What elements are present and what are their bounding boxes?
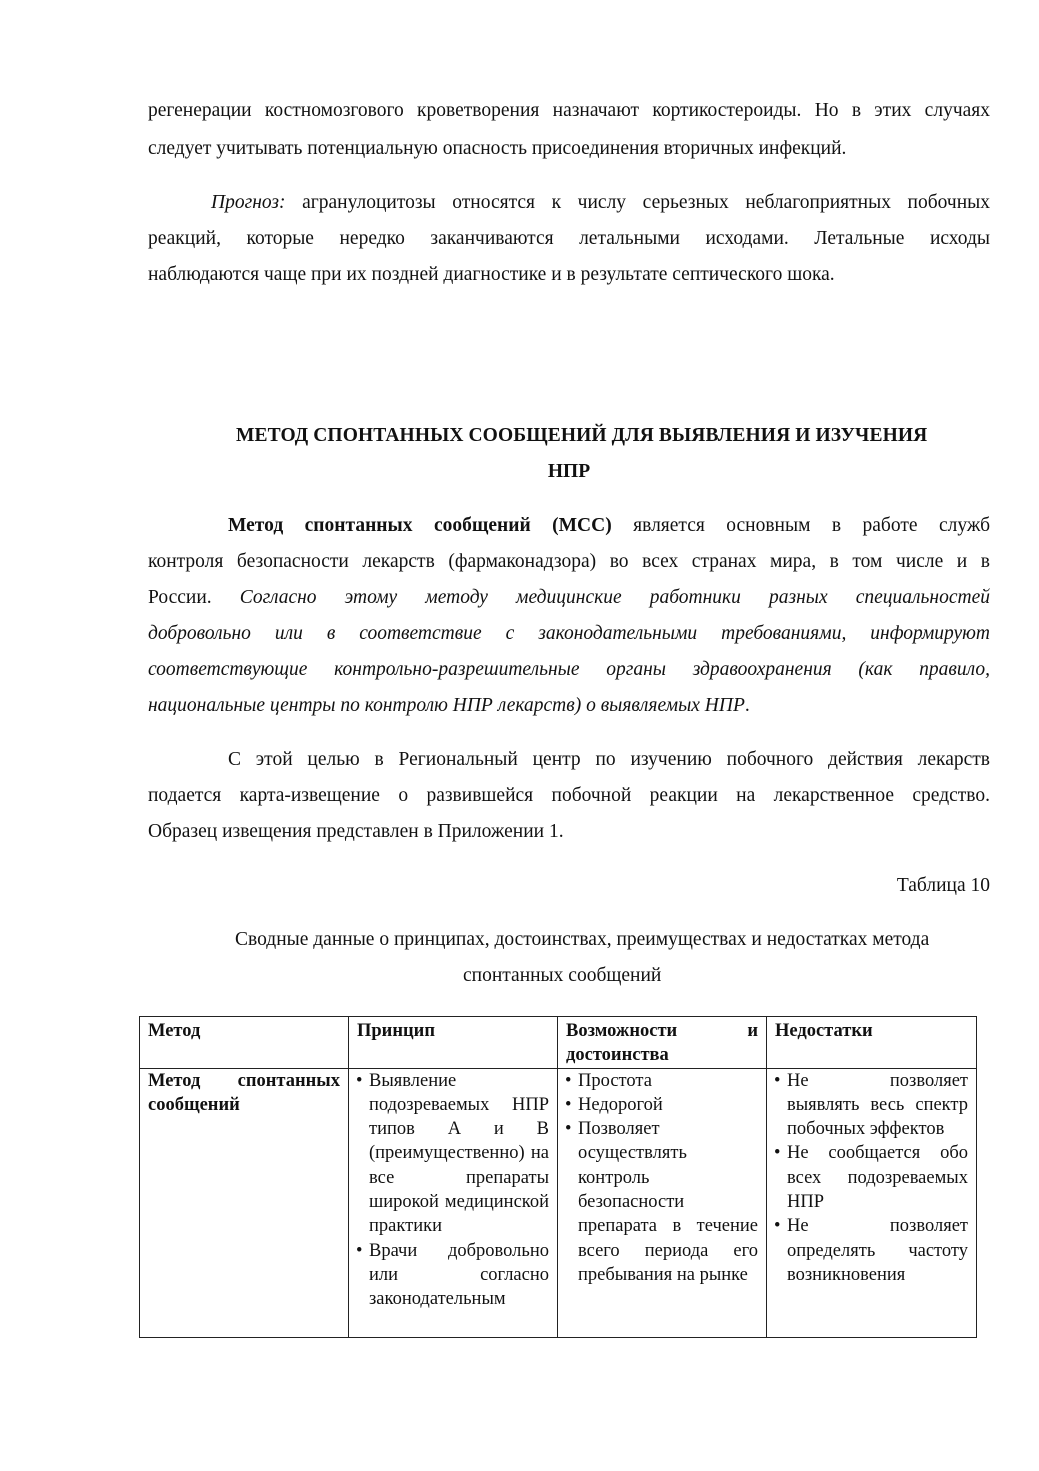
prognosis-lead: Прогноз: xyxy=(211,192,286,213)
cell-principle xyxy=(349,1068,558,1337)
cell-disadvantages xyxy=(767,1068,977,1337)
list-item: • Не позволяет определять частоту возникновения xyxy=(775,1214,968,1287)
header-method: Метод xyxy=(140,1017,349,1069)
paragraph-text: . xyxy=(744,695,750,716)
paragraph-line: соответствующие контрольно-разрешительные органы здравоохранения (как правило, xyxy=(148,659,990,680)
paragraph-italic: Согласно этому методу медицинские работники разных специальностей xyxy=(239,587,990,608)
advantages-list xyxy=(566,1069,758,1288)
list-item: • Простота xyxy=(566,1069,758,1093)
paragraph-text: России. xyxy=(148,587,212,608)
cell-method: Метод спонтанных сообщений xyxy=(140,1068,349,1337)
header-principle: Принцип xyxy=(349,1017,558,1069)
header-disadvantages: Недостатки xyxy=(767,1017,977,1069)
summary-table xyxy=(139,1016,977,1338)
paragraph-line: подается карта-извещение о развившейся побочной реакции на лекарственное средство. xyxy=(148,785,990,806)
paragraph-line: контроля безопасности лекарств (фармаконадзора) во всех странах мира, в том числе и в xyxy=(148,551,990,572)
cell-advantages xyxy=(558,1068,767,1337)
paragraph-line: добровольно или в соответствие с законодательными требованиями, информируют xyxy=(148,623,990,644)
list-item: • Не позволяет выявлять весь спектр побочных эффектов xyxy=(775,1069,968,1142)
principle-list xyxy=(357,1069,549,1312)
list-item: • Позволяет осуществлять контроль безопасности препарата в течение всего периода его пребывания на рынке xyxy=(566,1117,758,1287)
disadvantages-list xyxy=(775,1069,968,1288)
table-header-row xyxy=(140,1017,977,1069)
table-label: Таблица 10 xyxy=(896,875,990,896)
paragraph-line: наблюдаются чаще при их поздней диагностике и в результате септического шока. xyxy=(148,264,835,285)
table-caption: Сводные данные о принципах, достоинствах, преимуществах и недостатках метода xyxy=(235,929,930,950)
section-heading-cont: НПР xyxy=(547,461,591,482)
paragraph-line: регенерации костномозгового кроветворения назначают кортикостероиды. Но в этих случаях xyxy=(148,100,990,121)
paragraph-text: агранулоцитозы относятся к числу серьезных неблагоприятных побочных xyxy=(302,192,991,213)
list-item: • Не сообщается обо всех подозреваемых НПР xyxy=(775,1141,968,1214)
section-heading: МЕТОД СПОНТАННЫХ СООБЩЕНИЙ ДЛЯ ВЫЯВЛЕНИЯ И ИЗУЧЕНИЯ xyxy=(236,425,928,446)
paragraph-line: следует учитывать потенциальную опасность присоединения вторичных инфекций. xyxy=(148,138,847,159)
list-item: • Выявление подозреваемых НПР типов А и В (преимущественно) на все препараты широкой медицинской практики xyxy=(357,1069,549,1239)
paragraph-line xyxy=(228,514,990,538)
paragraph-line: реакций, которые нередко заканчиваются летальными исходами. Летальные исходы xyxy=(148,228,990,249)
list-item: • Врачи добровольно или согласно законодательным xyxy=(357,1239,549,1312)
list-item: • Недорогой xyxy=(566,1093,758,1117)
term-bold: Метод спонтанных сообщений (МСС) xyxy=(228,515,612,536)
paragraph-italic: национальные центры по контролю НПР лекарств) о выявляемых НПР xyxy=(148,695,745,716)
paragraph-line: С этой целью в Региональный центр по изучению побочного действия лекарств xyxy=(228,749,990,770)
paragraph-line xyxy=(148,586,990,610)
paragraph-line xyxy=(148,694,750,718)
table-caption-cont: спонтанных сообщений xyxy=(463,965,662,986)
paragraph-line xyxy=(211,191,990,215)
paragraph-text: является основным в работе служб xyxy=(633,515,990,536)
table-row xyxy=(140,1068,977,1337)
header-advantages xyxy=(558,1017,767,1069)
header-advantages-text: Возможности и достоинства xyxy=(566,1021,758,1066)
paragraph-line: Образец извещения представлен в Приложении 1. xyxy=(148,821,564,842)
